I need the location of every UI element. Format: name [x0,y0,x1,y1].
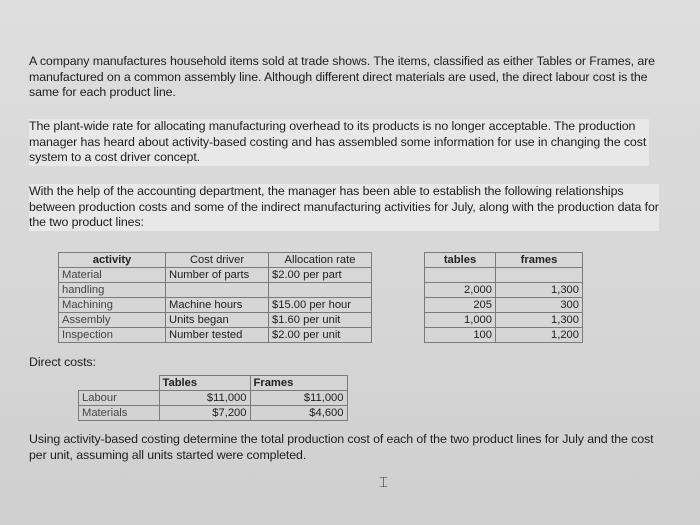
activity-table [58,252,583,343]
table-row [59,268,583,283]
cell-tables: $11,000 [159,391,250,406]
question-text-span: Using activity-based costing determine the total production cost of each of the two product lines for July and the cost per unit, assuming all units started were completed. [29,432,654,462]
cell-rate: $15.00 per hour [269,298,372,313]
header-cost-driver: Cost driver [166,253,269,268]
header-frames: Frames [250,376,347,391]
cell-cost-type: Materials [79,406,160,421]
direct-costs-table [78,375,348,421]
cell-frames: 1,200 [496,328,583,343]
table-row [79,391,348,406]
table-row [59,298,583,313]
paragraph-3-text: With the help of the accounting department, the manager has been able to establish the following relationships between production costs and some of the indirect manufacturing activities for July, along with the production data for the two product lines: [29,184,659,229]
table-row [59,313,583,328]
table-row [59,253,583,268]
header-tables: tables [425,253,496,268]
cell-frames: 300 [496,298,583,313]
cell-rate: $2.00 per part [269,268,372,283]
cell-driver [166,283,269,298]
cell-activity: Inspection [59,328,166,343]
cell-driver: Number tested [166,328,269,343]
cell-activity: Material [59,268,166,283]
cell-frames: $11,000 [250,391,347,406]
cell-activity: Machining [59,298,166,313]
table-row [59,328,583,343]
cell-rate [269,283,372,298]
table-row [79,406,348,421]
text-cursor-icon: ⌶ [379,474,389,491]
cell-frames: 1,300 [496,283,583,298]
cell-tables: $7,200 [159,406,250,421]
cell-cost-type: Labour [79,391,160,406]
cell-frames: 1,300 [496,313,583,328]
table-row [79,376,348,391]
cell-frames [496,268,583,283]
cell-tables: 205 [425,298,496,313]
paragraph-1 [29,54,659,101]
question-text [29,432,669,463]
header-activity: activity [59,253,166,268]
cell-rate: $1.60 per unit [269,313,372,328]
cell-tables: 2,000 [425,283,496,298]
cell-activity: handling [59,283,166,298]
cell-tables: 1,000 [425,313,496,328]
paragraph-2-text: The plant-wide rate for allocating manufacturing overhead to its products is no longer acceptable. The production manager has heard about activity-based costing and has assembled some information for use in changing the cost system to a cost driver concept. [29,119,647,164]
cell-rate: $2.00 per unit [269,328,372,343]
cell-frames: $4,600 [250,406,347,421]
direct-costs-label: Direct costs: [29,355,96,369]
paragraph-3 [29,184,659,231]
cell-driver: Units began [166,313,269,328]
paragraph-1-text: A company manufactures household items sold at trade shows. The items, classified as either Tables or Frames, are manufactured on a common assembly line. Although different direct materials are used, the direct labour cost is the same for each product line. [29,54,655,99]
cell-activity: Assembly [59,313,166,328]
paragraph-2 [29,119,649,166]
cell-tables: 100 [425,328,496,343]
header-tables: Tables [159,376,250,391]
cell-driver: Number of parts [166,268,269,283]
table-row [59,283,583,298]
header-frames: frames [496,253,583,268]
cell-driver: Machine hours [166,298,269,313]
cell-tables [425,268,496,283]
header-allocation-rate: Allocation rate [269,253,372,268]
